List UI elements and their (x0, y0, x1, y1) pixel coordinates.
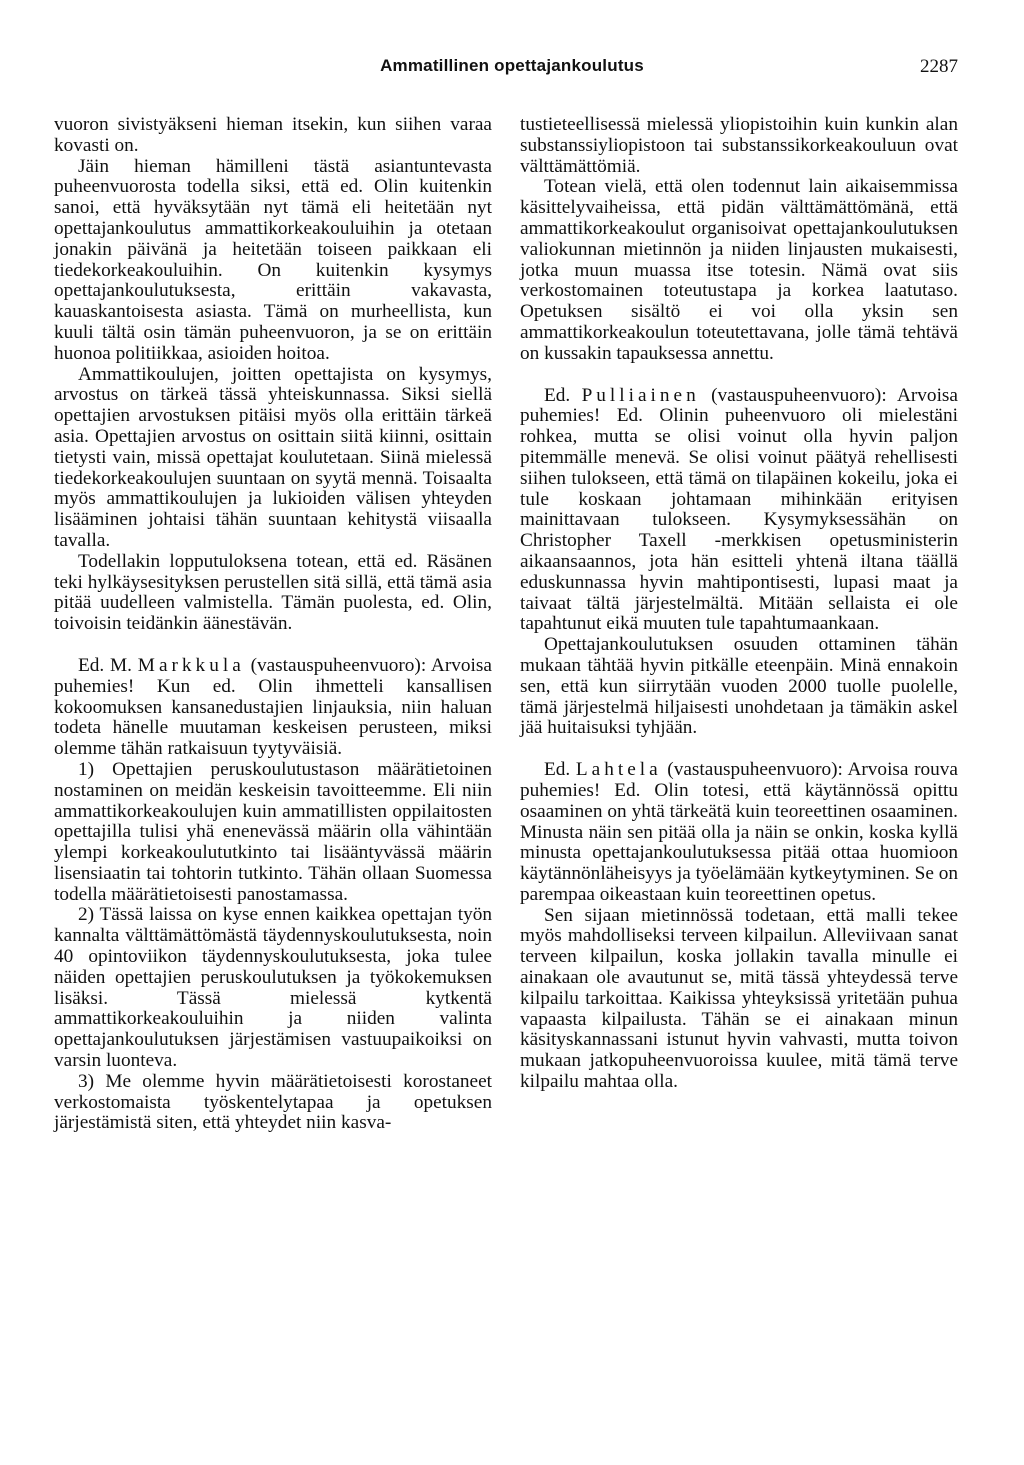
paragraph: Sen sijaan mietinnössä todetaan, että malli tekee myös mahdolliseksi terveen kilpailun. Alleviivaan sanat terveen kilpailun, koska jollakin tavalla minulle ei ainakaan ole avautunut se, mitä tässä yhteydessä terve kilpailu tarkoittaa. Kaikissa yhteyksissä yritetään puhua vapaasta kilpailusta. Tähän se ei ainakaan minun käsityskannassani istunut hyvin vahvasti, mutta toivon mukaan jatkopuheenvuoroissa kuulee, mitä tämä terve kilpailu mahtaa olla. (520, 904, 958, 1093)
speaker-name: Lahtela (575, 759, 662, 781)
speech-text: (vastauspuheenvuoro): Arvoisa puhemies! Kun ed. Olin ihmetteli kansallisen kokoomuksen kansanedustajien linjauksia, niin haluan todeta hänelle muutaman keskeisen perusteen, miksi olemme tähän ratkaisuun tyytyväisiä. (54, 654, 492, 760)
running-head: Ammatillinen opettajankoulutus (380, 56, 644, 75)
paragraph: Opettajankoulutuksen osuuden ottaminen tähän mukaan tähtää hyvin pitkälle eteenpäin. Minä ennakoin sen, että kun siirrytään vuoden 2000 tuolle puolelle, tämä järjestelmä hiljaisesti unohdetaan ja tämäkin askel jää huitaisuksi tyhjään. (520, 634, 958, 739)
speech-text: (vastauspuheenvuoro): Arvoisa rouva puhemies! Ed. Olin totesi, että käytännössä opittu osaaminen on yhtä tärkeätä kuin teoreettinen osaaminen. Minusta näin sen pitää olla ja näin se onkin, koska kyllä minusta opettajankoulutuksessa pitää ottaa huomioon käytännönläheisyys ja työelämään kytkeytyminen. Se on parempaa oikeastaan kuin teoreettinen opetus. (520, 759, 959, 905)
paragraph: Totean vielä, että olen todennut lain aikaisemmissa käsittelyvaiheissa, että pidän välttämättömänä, että ammattikorkeakoulut organisoivat opettajankoulutuksen valiokunnan mietinnön ja niiden linjausten mukaisesti, jotka muun muassa itse totesin. Nämä ovat siis verkostomainen toteutustapa ja korkea laatutaso. Opetuksen sisältö ei voi olla yksin sen ammattikorkeakoulun toteutettavana, jolle tämä tehtävä on kussakin tapauksessa annettu. (520, 176, 958, 364)
speaker-paragraph (54, 656, 492, 760)
paragraph: 3) Me olemme hyvin määrätietoisesti korostaneet verkostomaista työskentelytapaa ja opetuksen järjestämistä siten, että yhteydet niin kasva- (54, 1070, 492, 1134)
paragraph: Todellakin lopputuloksena totean, että ed. Räsänen teki hylkäysesityksen perustellen sitä sillä, että tämä asia pitää uudelleen valmistella. Tämän puolesta, ed. Olin, toivoisin teidänkin äänestävän. (54, 550, 492, 635)
speaker-prefix: Ed. (544, 384, 571, 406)
paragraph: vuoron sivistyäkseni hieman itsekin, kun siihen varaa kovasti on. (54, 114, 492, 156)
right-column (520, 115, 958, 1093)
left-column (54, 115, 492, 1134)
paragraph: 2) Tässä laissa on kyse ennen kaikkea opettajan työn kannalta välttämättömästä täydennyskoulutuksesta, noin 40 opintoviikon täydennyskoulutuksesta, joka tulee näiden opettajien peruskoulutuksen ja työkokemuksen lisäksi. Tässä mielessä kytkentä ammattikorkeakouluihin ja niiden valinta opettajankoulutuksen järjestämisen vastuupaikoiksi on varsin luonteva. (54, 904, 492, 1072)
speaker-paragraph (520, 386, 958, 636)
paragraph: tustieteellisessä mielessä yliopistoihin kuin kunkin alan substanssiyliopistoon tai substanssikorkeakouluun ovat välttämättömiä. (520, 114, 958, 177)
speaker-prefix: Ed. (544, 759, 571, 781)
page-number: 2287 (920, 56, 958, 77)
speech-text: (vastauspuheenvuoro): Arvoisa puhemies! Ed. Olinin puheenvuoro oli mielestäni rohkea, mutta se olisi voinut olla hyvin paljon pitemmälle menevä. Se olisi voinut päätyä rehellisesti siihen tulokseen, että tämä on tilapäinen kokeilu, joka ei tule koskaan johtamaan mihinkään erityisen mainittavaan tulokseen. Kysymyksessähän on Christopher Taxell -merkkisen opetusministerin aikaansaannos, jota hän esitteli yhtenä iltana täällä eduskunnassa hyvin mahtipontisesti, lupasi maat ja taivaat tältä järjestelmältä. Mitään sellaista ei ole tapahtunut eikä muuten tule tapahtumaankaan. (520, 384, 958, 635)
speaker-prefix: Ed. M. (78, 654, 132, 676)
speaker-paragraph (520, 760, 958, 906)
speaker-name: Pulliainen (581, 384, 700, 406)
speaker-name: Markkula (137, 654, 245, 676)
paragraph: 1) Opettajien peruskoulutustason määrätietoinen nostaminen on meidän keskeisin tavoitteemme. Eli niin ammattikorkeakoulujen kuin ammatillisten oppilaitosten opettajilla tulisi yhä enenevässä määrin olla vähintään ylempi korkeakoulututkinto tai lisääntyvässä määrin lisensiaatin tai tohtorin tutkinto. Tähän ollaan Suomessa todella määrätietoisesti panostamassa. (54, 758, 492, 905)
paragraph: Ammattikoulujen, joitten opettajista on kysymys, arvostus on tärkeä tässä yhteiskunnassa. Siksi siellä opettajien arvostuksen pitäisi myös olla erittäin tärkeä asia. Opettajien arvostus on osittain siitä kiinni, osittain tietysti vain, missä opettajat koulutetaan. Siinä mielessä tiedekorkeakoulujen suuntaan on syytä mennä. Toisaalta myös ammattikoulujen ja lukioiden välisen yhteyden lisääminen johtaisi tähän suuntaan kehitystä viisaalla tavalla. (54, 363, 492, 551)
paragraph: Jäin hieman hämilleni tästä asiantuntevasta puheenvuorosta todella siksi, että ed. Olin kuitenkin sanoi, että hyväksytään nyt tämä eli heitetään nyt opettajankoulutus ammattikorkeakouluihin ja otetaan jonakin päivänä ja heitetään toiseen paikkaan eli tiedekorkeakouluihin. On kuitenkin kysymys opettajankoulutuksesta, erittäin vakavasta, kauaskantoisesta asiasta. Tämä on murheellista, kun kuuli tältä osin tämän puheenvuoron, ja se on erittäin huonoa politiikkaa, asioiden hoitoa. (54, 155, 492, 364)
